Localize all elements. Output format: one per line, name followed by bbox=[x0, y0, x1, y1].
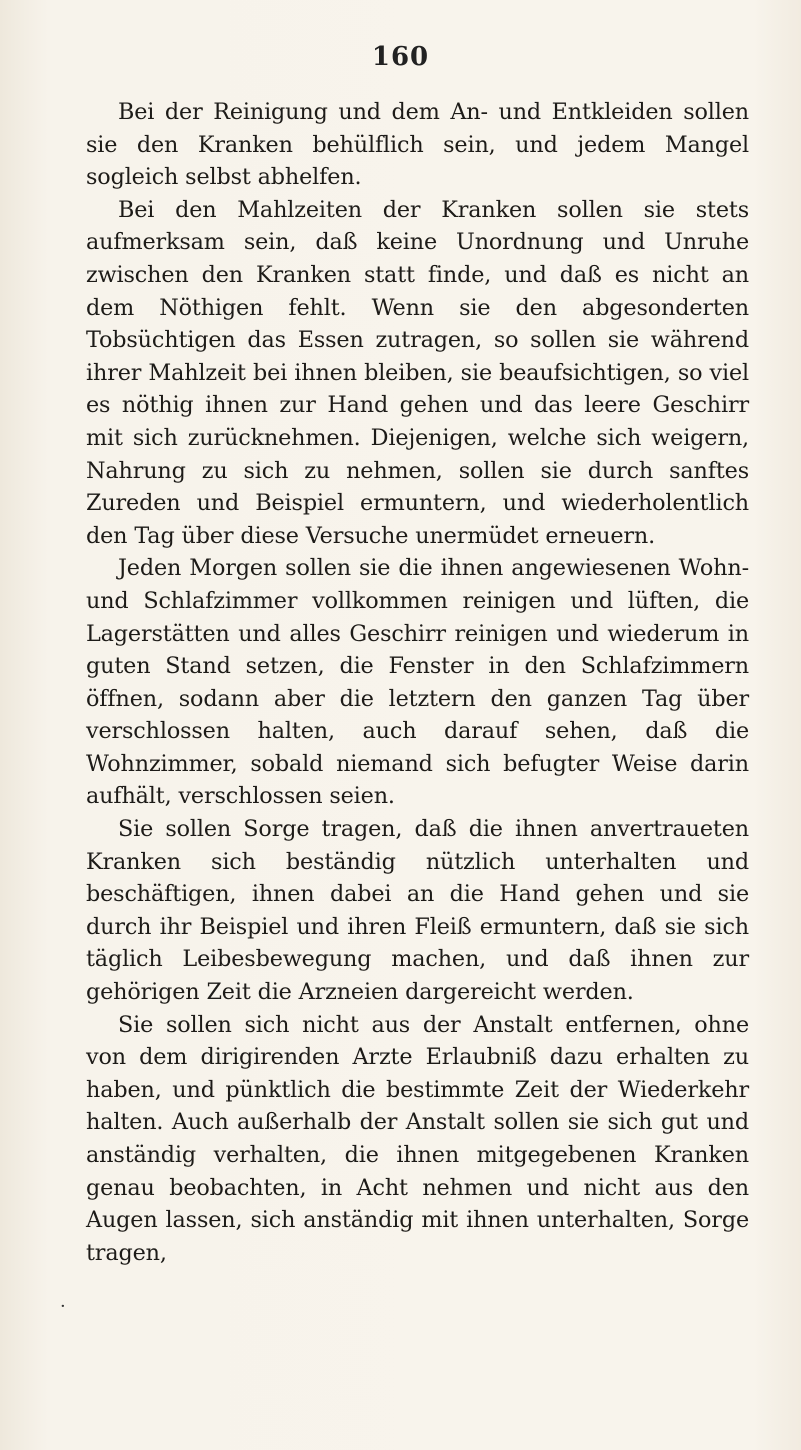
paragraph: Bei der Reinigung und dem An- und Entkleiden sollen sie den Kranken behülflich sein, und jedem Mangel sogleich selbst abhelfen. bbox=[86, 99, 749, 191]
paragraph: Sie sollen Sorge tragen, daß die ihnen anvertraueten Kranken sich beständig nützlich unterhalten und beschäftigen, ihnen dabei an die Hand gehen und sie durch ihr Beispiel und ihren Fleiß ermuntern, daß sie sich täglich Leibesbewegung machen, und daß ihnen zur gehörigen Zeit die Arzneien dargereicht werden. bbox=[86, 816, 749, 1006]
paragraph: Sie sollen sich nicht aus der Anstalt entfernen, ohne von dem dirigirenden Arzte Erlaubniß dazu erhalten zu haben, und pünktlich die bestimmte Zeit der Wiederkehr halten. Auch außerhalb der Anstalt sollen sie sich gut und anständig verhalten, die ihnen mitgegebenen Kranken genau beobachten, in Acht nehmen und nicht aus den Augen lassen, sich anständig mit ihnen unterhalten, Sorge tragen, bbox=[86, 1011, 749, 1266]
paragraph: Bei den Mahlzeiten der Kranken sollen sie stets aufmerksam sein, daß keine Unordnung und Unruhe zwischen den Kranken statt finde, und daß es nicht an dem Nöthigen fehlt. Wenn sie den abgesonderten Tobsüchtigen das Essen zutragen, so sollen sie während ihrer Mahlzeit bei ihnen bleiben, sie beaufsichtigen, so viel es nöthig ihnen zur Hand gehen und das leere Geschirr mit sich zurücknehmen. Diejenigen, welche sich weigern, Nahrung zu sich zu nehmen, sollen sie durch sanftes Zureden und Beispiel ermuntern, und wiederholentlich den Tag über diese Versuche unermüdet erneuern. bbox=[86, 196, 749, 549]
margin-dot-mark: · bbox=[60, 1296, 66, 1317]
body-text bbox=[86, 96, 749, 1269]
page-number: 160 bbox=[371, 42, 430, 72]
paragraph: Jeden Morgen sollen sie die ihnen angewiesenen Wohn- und Schlafzimmer vollkommen reinigen und lüften, die Lagerstätten und alles Geschirr reinigen und wiederum in guten Stand setzen, die Fenster in den Schlafzimmern öffnen, sodann aber die letztern den ganzen Tag über verschlossen halten, auch darauf sehen, daß die Wohnzimmer, sobald niemand sich befugter Weise darin aufhält, verschlossen seien. bbox=[86, 555, 749, 810]
